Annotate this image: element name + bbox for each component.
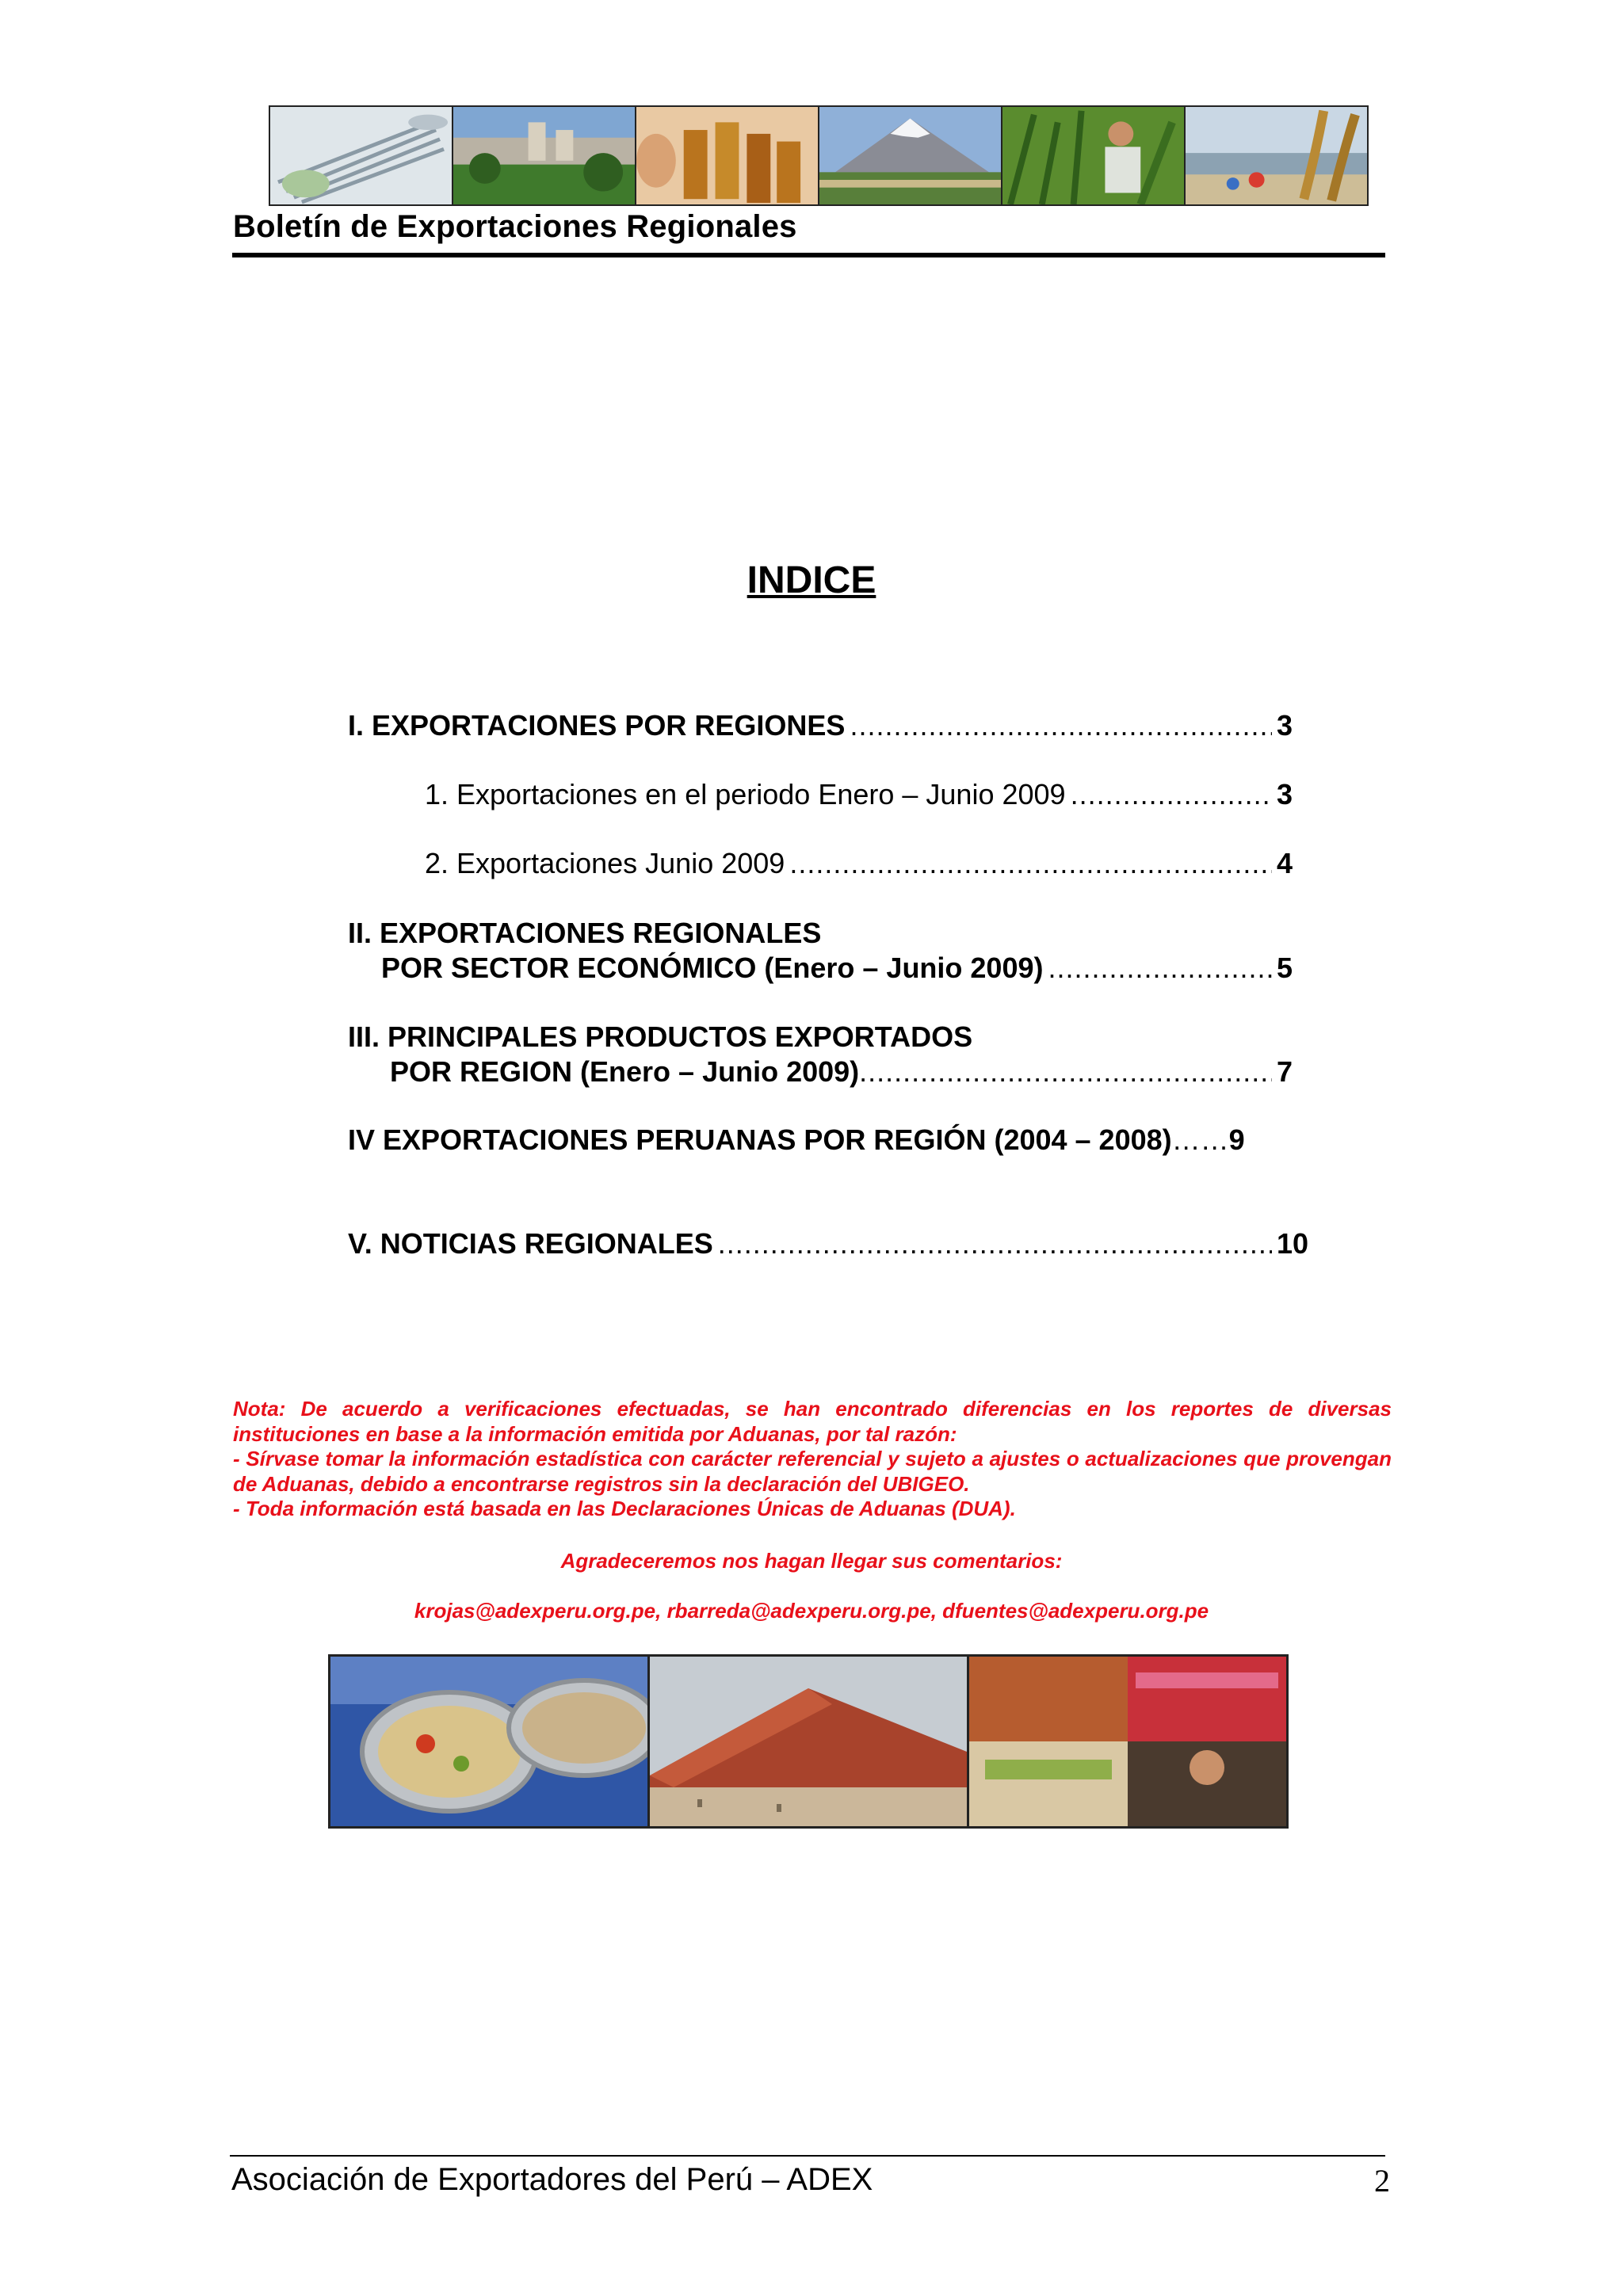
toc-entry-5[interactable] [348,1226,1308,1262]
note-paragraph: - Toda información está basada en las Declaraciones Únicas de Aduanas (DUA). [233,1497,1016,1520]
toc-entry-label: IV EXPORTACIONES PERUANAS POR REGIÓN (2004 – 2008) [348,1123,1172,1156]
bulletin-title: Boletín de Exportaciones Regionales [233,209,797,244]
toc-entry-2[interactable] [381,950,1293,986]
toc-page-number: 7 [1276,1055,1293,1088]
toc-page-number: 9 [1228,1123,1245,1156]
toc-leader [850,707,1272,744]
corn-farmer-photo [1002,107,1186,204]
toc-page-number: 4 [1276,847,1293,879]
toc-entry-1-1[interactable] [425,776,1293,813]
footer-divider [230,2155,1385,2157]
note-paragraph: - Sírvase tomar la información estadística con carácter referencial y sujeto a ajustes o actualizaciones que provengan de Aduanas, debido a encontrarse registros sin la declaración del UBIGEO. [233,1447,1392,1496]
toc-leader [1048,950,1272,986]
toc-entry-3-line1: III. PRINCIPALES PRODUCTOS EXPORTADOS [348,1020,973,1053]
toc-page-number: 5 [1276,952,1293,984]
toc-leader [1071,776,1272,813]
toc-leader [859,1054,1272,1090]
toc-entry-label: I. EXPORTACIONES POR REGIONES [348,709,846,742]
toc-page-number: 3 [1276,709,1293,742]
page-number: 2 [1374,2163,1390,2199]
toc-entry-label: 2. Exportaciones Junio 2009 [425,847,785,879]
textiles-photo [969,1657,1286,1826]
contact-emails[interactable]: krojas@adexperu.org.pe, rbarreda@adexperu.org.pe, dfuentes@adexperu.org.pe [414,1599,1209,1623]
toc-entry-2-line1: II. EXPORTACIONES REGIONALES [348,917,822,949]
toc-leader: …… [1171,1123,1229,1156]
disclaimer-note [233,1397,1392,1522]
footer-organization: Asociación de Exportadores del Perú – ADEX [231,2162,873,2197]
toc-leader [789,845,1272,882]
toc-entry-3[interactable] [390,1054,1293,1090]
index-title: INDICE [747,559,876,601]
header-divider [232,253,1385,257]
toc-entry-1[interactable] [348,707,1293,744]
canned-sardines-photo [330,1657,650,1826]
toc-page-number: 3 [1276,778,1293,810]
town-plaza-photo [453,107,636,204]
volcano-landscape-photo [819,107,1002,204]
preserves-jars-photo [636,107,819,204]
fish-photo [270,107,453,204]
toc-page-number: 10 [1276,1227,1308,1260]
comments-request: Agradeceremos nos hagan llegar sus comentarios: [560,1549,1063,1573]
toc-entry-1-2[interactable] [425,845,1293,882]
note-paragraph: Nota: De acuerdo a verificaciones efectuadas, se han encontrado diferencias en los reportes de diversas instituciones en base a la información emitida por Aduanas, por tal razón: [233,1397,1392,1446]
toc-entry-label: POR SECTOR ECONÓMICO (Enero – Junio 2009) [381,952,1044,984]
toc-leader [718,1226,1272,1262]
footer-photo-strip [328,1654,1289,1829]
header-photo-strip [269,105,1369,206]
beach-reed-boats-photo [1186,107,1367,204]
toc-entry-label: 1. Exportaciones en el periodo Enero – Junio 2009 [425,778,1066,810]
toc-entry-label: POR REGION (Enero – Junio 2009) [390,1055,860,1088]
toc-entry-4[interactable] [348,1122,1293,1158]
museum-building-photo [650,1657,969,1826]
toc-entry-label: V. NOTICIAS REGIONALES [348,1227,713,1260]
